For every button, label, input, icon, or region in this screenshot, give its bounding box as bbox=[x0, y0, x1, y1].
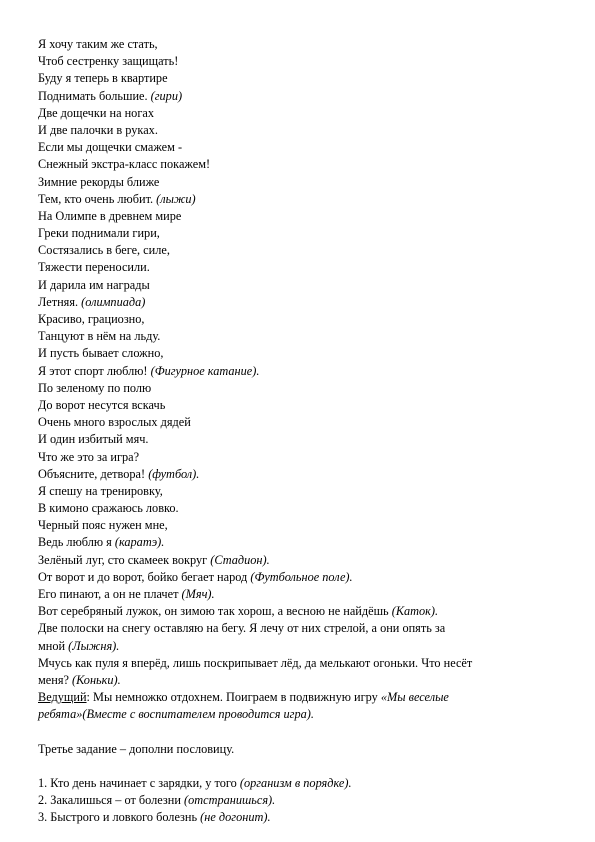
poem-line bbox=[38, 53, 558, 70]
poem-line-text: На Олимпе в древнем мире bbox=[38, 208, 182, 223]
paragraph-gap bbox=[38, 724, 558, 741]
poem-line-answer: (лыжи) bbox=[156, 191, 196, 206]
riddles-block bbox=[38, 36, 558, 689]
paragraph-gap bbox=[38, 758, 558, 775]
poem-line-text: Состязались в беге, силе, bbox=[38, 243, 170, 258]
poem-line-text: И пусть бывает сложно, bbox=[38, 346, 164, 361]
poem-line-text: Я хочу таким же стать, bbox=[38, 37, 158, 51]
document-page bbox=[38, 36, 558, 827]
poem-line bbox=[38, 449, 558, 466]
poem-line bbox=[38, 191, 558, 208]
poem-line-text: Две полоски на снегу оставляю на бегу. Я лечу от них стрелой, а они опять за bbox=[38, 621, 446, 636]
poem-line-text: Снежный экстра-класс покажем! bbox=[38, 157, 211, 172]
poem-line-text: Красиво, грациозно, bbox=[38, 312, 145, 326]
poem-line-text: И один избитый мяч. bbox=[38, 432, 149, 447]
poem-line bbox=[38, 156, 558, 173]
poem-line-text: Я спешу на тренировку, bbox=[38, 483, 163, 498]
poem-line-text: Тем, кто очень любит. bbox=[38, 191, 157, 206]
poem-line bbox=[38, 483, 558, 500]
poem-line-answer: (Мяч). bbox=[181, 587, 215, 601]
host-game-note: ребята»(Вместе с воспитателем проводится игра). bbox=[38, 707, 314, 722]
poem-line bbox=[38, 294, 558, 311]
poem-line-text: Зелёный луг, сто скамеек вокруг bbox=[38, 552, 211, 567]
poem-line-text: Танцуют в нём на льду. bbox=[38, 329, 161, 344]
host-game-title: «Мы веселые bbox=[380, 690, 449, 705]
poem-line-answer: (Коньки). bbox=[72, 672, 121, 687]
poem-line-text: Объясните, детвора! bbox=[38, 466, 149, 481]
task-title: Третье задание – дополни пословицу. bbox=[38, 741, 235, 756]
poem-line-text: меня? bbox=[38, 672, 73, 687]
poem-line bbox=[38, 552, 558, 569]
host-text: : Мы немножко отдохнем. Поиграем в подвижную игру bbox=[86, 690, 381, 705]
poem-line-answer: (Фигурное катание). bbox=[150, 363, 260, 378]
poem-line-text: От ворот и до ворот, бойко бегает народ bbox=[38, 569, 251, 584]
proverb-line-text: 1. Кто день начинает с зарядки, у того bbox=[38, 776, 240, 791]
poem-line-text: Ведь люблю я bbox=[38, 535, 115, 550]
poem-line bbox=[38, 397, 558, 414]
poem-line bbox=[38, 620, 558, 637]
poem-line bbox=[38, 380, 558, 397]
poem-line-answer: (Футбольное поле). bbox=[250, 569, 353, 584]
poem-line bbox=[38, 242, 558, 259]
poem-line-text: До ворот несутся вскачь bbox=[38, 397, 166, 412]
poem-line-text: В кимоно сражаюсь ловко. bbox=[38, 501, 179, 516]
poem-line-answer: (каратэ). bbox=[114, 535, 165, 550]
poem-line bbox=[38, 414, 558, 431]
poem-line-text: По зеленому по полю bbox=[38, 380, 152, 395]
poem-line bbox=[38, 345, 558, 362]
poem-line-text: Поднимать большие. bbox=[38, 88, 151, 103]
poem-line bbox=[38, 36, 558, 53]
poem-line-text: Мчусь как пуля я вперёд, лишь поскрипывает лёд, да мелькают огоньки. Что несёт bbox=[38, 655, 473, 670]
poem-line-text: Две дощечки на ногах bbox=[38, 105, 154, 120]
poem-line bbox=[38, 363, 558, 380]
host-label: Ведущий bbox=[38, 690, 87, 705]
poem-line-text: Чтоб сестренку защищать! bbox=[38, 54, 179, 69]
host-line-continued bbox=[38, 706, 558, 723]
poem-line bbox=[38, 208, 558, 225]
poem-line-text: Тяжести переносили. bbox=[38, 260, 150, 275]
poem-line-answer: (Каток). bbox=[391, 604, 439, 619]
proverb-line bbox=[38, 775, 558, 792]
proverb-line bbox=[38, 809, 558, 826]
poem-line bbox=[38, 431, 558, 448]
poem-line bbox=[38, 139, 558, 156]
poem-line bbox=[38, 466, 558, 483]
poem-line bbox=[38, 259, 558, 276]
poem-line bbox=[38, 174, 558, 191]
proverb-line-answer: (организм в порядке). bbox=[239, 776, 352, 791]
poem-line-text: Летняя. bbox=[38, 294, 82, 309]
poem-line bbox=[38, 70, 558, 87]
poem-line-answer: (олимпиада) bbox=[81, 294, 146, 309]
poem-line-text: мной bbox=[38, 638, 69, 653]
poem-line-answer: (Лыжня). bbox=[68, 638, 120, 653]
proverb-line-text: 3. Быстрого и ловкого болезнь bbox=[38, 810, 201, 825]
poem-line-text: Что же это за игра? bbox=[38, 449, 140, 464]
poem-line bbox=[38, 500, 558, 517]
poem-line bbox=[38, 328, 558, 345]
poem-line-text: Буду я теперь в квартире bbox=[38, 71, 168, 86]
poem-line-text: Вот серебряный лужок, он зимою так хорош, а весною не найдёшь bbox=[38, 604, 392, 619]
poem-line-text: Его пинают, а он не плачет bbox=[38, 587, 182, 601]
poem-line bbox=[38, 105, 558, 122]
poem-line bbox=[38, 569, 558, 586]
proverb-line-answer: (не догонит). bbox=[200, 810, 271, 825]
poem-line bbox=[38, 122, 558, 139]
poem-line bbox=[38, 88, 558, 105]
poem-line bbox=[38, 517, 558, 534]
poem-line bbox=[38, 672, 558, 689]
poem-line-answer: (футбол). bbox=[148, 466, 200, 481]
proverb-line bbox=[38, 792, 558, 809]
host-line bbox=[38, 689, 558, 706]
poem-line-text: Если мы дощечки смажем - bbox=[38, 140, 183, 155]
poem-line bbox=[38, 534, 558, 551]
poem-line bbox=[38, 603, 558, 620]
poem-line-text: Греки поднимали гири, bbox=[38, 226, 160, 241]
poem-line bbox=[38, 655, 558, 672]
poem-line bbox=[38, 586, 558, 603]
proverbs-list bbox=[38, 775, 558, 827]
poem-line-text: Очень много взрослых дядей bbox=[38, 415, 191, 430]
poem-line-text: Я этот спорт люблю! bbox=[38, 363, 151, 378]
poem-line-answer: (Стадион). bbox=[210, 552, 270, 567]
poem-line bbox=[38, 277, 558, 294]
poem-line-text: Черный пояс нужен мне, bbox=[38, 518, 168, 533]
poem-line-answer: (гири) bbox=[150, 88, 183, 103]
proverb-line-text: 2. Закалишься – от болезни bbox=[38, 793, 184, 808]
poem-line bbox=[38, 638, 558, 655]
poem-line bbox=[38, 225, 558, 242]
proverb-line-answer: (отстранишься). bbox=[184, 793, 276, 808]
poem-line-text: И дарила им награды bbox=[38, 277, 150, 292]
poem-line-text: Зимние рекорды ближе bbox=[38, 174, 160, 189]
poem-line bbox=[38, 311, 558, 328]
poem-line-text: И две палочки в руках. bbox=[38, 122, 158, 137]
